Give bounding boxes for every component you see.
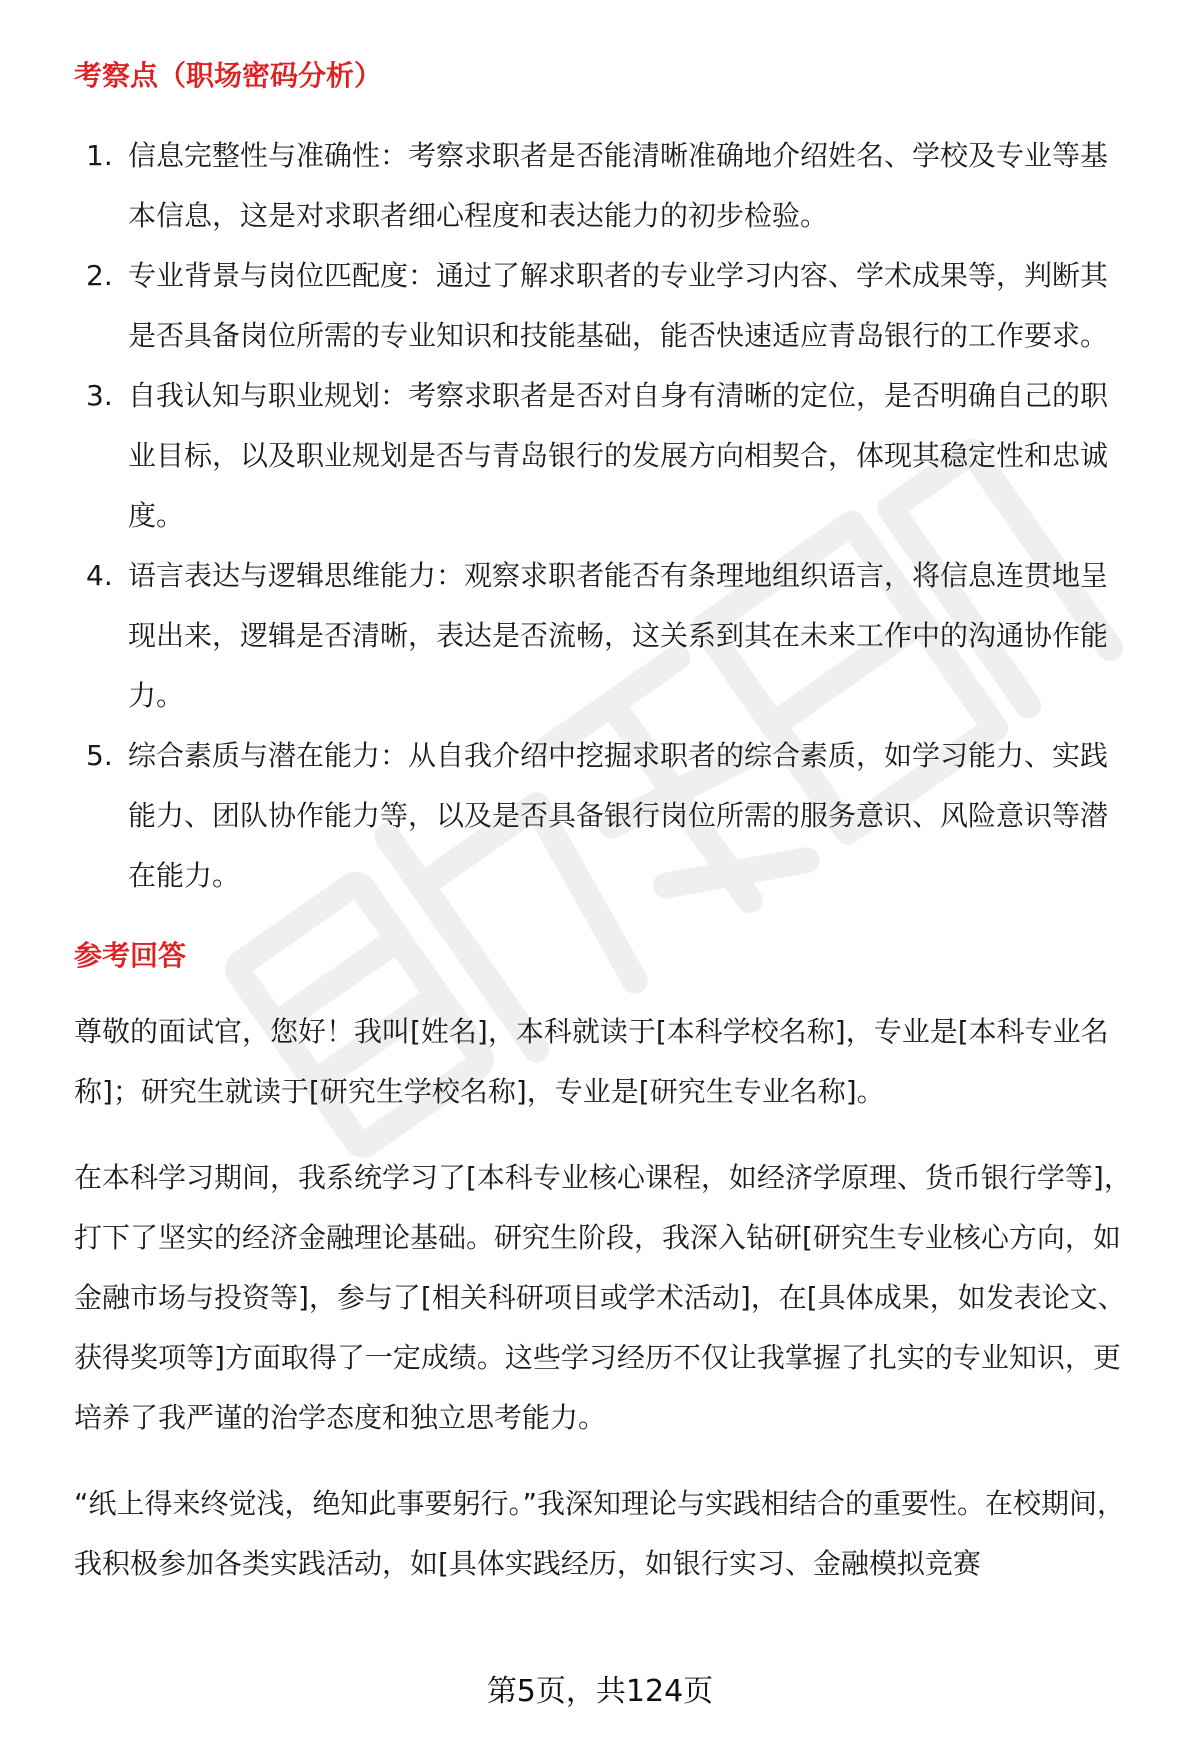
section-title-analysis: 考察点（职场密码分析） <box>74 59 383 92</box>
list-item <box>74 366 1154 546</box>
list-item <box>74 546 1154 726</box>
list-item <box>74 726 1154 906</box>
list-item-text: 信息完整性与准确性：考察求职者是否能清晰准确地介绍姓名、学校及专业等基本信息，这是对求职者细心程度和表达能力的初步检验。 <box>128 139 1109 232</box>
list-item-text: 综合素质与潜在能力：从自我介绍中挖掘求职者的综合素质，如学习能力、实践能力、团队协作能力等，以及是否具备银行岗位所需的服务意识、风险意识等潜在能力。 <box>128 739 1109 892</box>
list-number: 3. <box>86 379 113 412</box>
analysis-point-list <box>74 126 1154 906</box>
list-number: 5. <box>86 739 113 772</box>
answer-paragraph: 尊敬的面试官，您好！我叫[姓名]，本科就读于[本科学校名称]，专业是[本科专业名称]；研究生就读于[研究生学校名称]，专业是[研究生专业名称]。 <box>74 1015 1109 1108</box>
list-item-text: 语言表达与逻辑思维能力：观察求职者能否有条理地组织语言，将信息连贯地呈现出来，逻辑是否清晰，表达是否流畅，这关系到其在未来工作中的沟通协作能力。 <box>128 559 1109 712</box>
document-content <box>74 56 1154 1594</box>
answer-paragraph: “纸上得来终觉浅，绝知此事要躬行。”我深知理论与实践相结合的重要性。在校期间，我积极参加各类实践活动，如[具体实践经历，如银行实习、金融模拟竞赛 <box>74 1487 1126 1580</box>
answer-paragraph: 在本科学习期间，我系统学习了[本科专业核心课程，如经济学原理、货币银行学等]，打下了坚实的经济金融理论基础。研究生阶段，我深入钻研[研究生专业核心方向，如金融市场与投资等]，参与了[相关科研项目或学术活动]，在[具体成果，如发表论文、获得奖项等]方面取得了一定成绩。这些学习经历不仅让我掌握了扎实的专业知识，更培养了我严谨的治学态度和独立思考能力。 <box>74 1161 1132 1434</box>
list-item-text: 自我认知与职业规划：考察求职者是否对自身有清晰的定位，是否明确自己的职业目标，以及职业规划是否与青岛银行的发展方向相契合，体现其稳定性和忠诚度。 <box>128 379 1109 532</box>
list-number: 4. <box>86 559 113 592</box>
list-item <box>74 126 1154 246</box>
section-title-reference-answer: 参考回答 <box>74 939 187 972</box>
list-item-text: 专业背景与岗位匹配度：通过了解求职者的专业学习内容、学术成果等，判断其是否具备岗位所需的专业知识和技能基础，能否快速适应青岛银行的工作要求。 <box>128 259 1109 352</box>
page-number-footer: 第5页，共124页 <box>486 1674 714 1709</box>
list-number: 2. <box>86 259 113 292</box>
list-number: 1. <box>86 139 113 172</box>
list-item <box>74 246 1154 366</box>
